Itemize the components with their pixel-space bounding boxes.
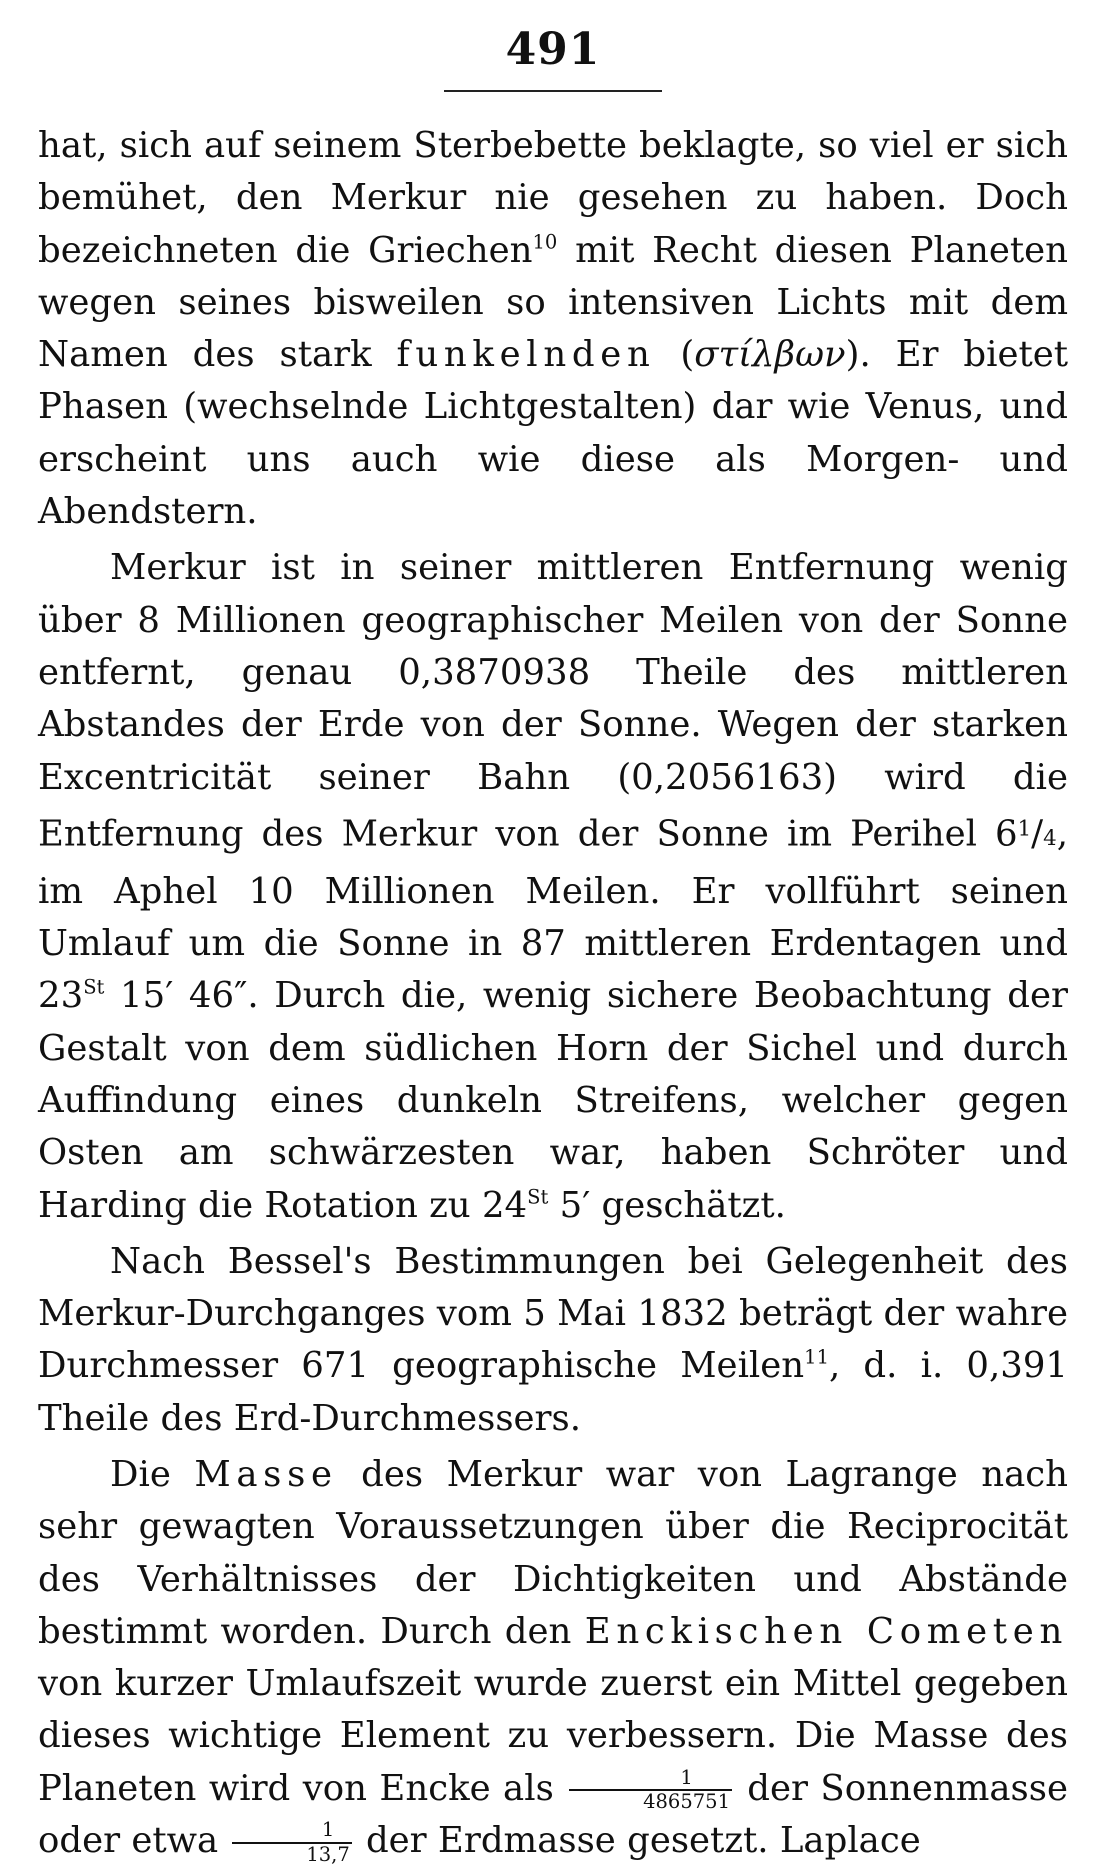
- paragraph-text: der Erdmasse gesetzt. Laplace: [354, 1820, 921, 1862]
- footnote-reference: 11: [804, 1345, 829, 1369]
- paragraph-text: , d. i. 0,391 Theile des Erd-Durchmessers.: [38, 1345, 1069, 1439]
- fraction-numerator: 1: [1017, 816, 1032, 842]
- fraction-denominator: 4: [1043, 826, 1057, 852]
- stacked-fraction: [232, 1819, 351, 1866]
- page-number: 491: [505, 24, 601, 75]
- paragraph-text: der Sonnenmasse oder etwa: [38, 1767, 1068, 1862]
- body-text: [38, 120, 1068, 1867]
- book-page: [38, 20, 1069, 1866]
- paragraph-text: (: [655, 334, 695, 376]
- paragraph: [38, 1236, 1068, 1445]
- paragraph-text: Nach Bessel's Bestimmungen bei Gelegenheit des Merkur-Durchganges vom 5 Mai 1832 beträgt der wahre Durchmesser 671 geographische Meilen: [38, 1240, 1068, 1387]
- paragraph-text: , im Aphel 10 Millionen Meilen. Er vollführt seinen Umlauf um die Sonne in 87 mittleren Erdentagen und 23: [38, 813, 1068, 1017]
- paragraph-text: hat, sich auf seinem Sterbebette beklagte, so viel er sich bemühet, den Merkur nie gesehen zu haben. Doch bezeichneten die Griechen: [38, 125, 1068, 271]
- footnote-reference: 10: [532, 229, 558, 253]
- paragraph-text: ). Er bietet Phasen (wechselnde Lichtgestalten) dar wie Venus, und erscheint uns auch wie diese als Morgen- und Abendstern.: [38, 334, 1069, 533]
- spaced-text: Masse: [194, 1454, 338, 1495]
- paragraph-text: 5′ geschätzt.: [548, 1184, 786, 1226]
- inline-fraction: $^1$/4: [1017, 813, 1057, 855]
- fraction-numerator: 1: [321, 1818, 335, 1842]
- paragraph: [38, 542, 1068, 1231]
- time-superscript: St: [83, 975, 105, 999]
- paragraph: [38, 1449, 1068, 1867]
- spaced-text: funkelnden: [396, 334, 656, 376]
- fraction-denominator: 13,7: [232, 1842, 351, 1866]
- paragraph-text: Merkur ist in seiner mittleren Entfernung wenig über 8 Millionen geographischer Meilen von der Sonne entfernt, genau 0,3870938 Theile des mittleren Abstandes der Erde von der Sonne. Wegen der starken Excentricität seiner Bahn (0,2056163) wird die Entfernung des Merkur von der Sonne im Perihel 6: [38, 547, 1068, 855]
- paragraph-text: Die: [110, 1454, 195, 1495]
- paragraph: [38, 120, 1068, 538]
- time-superscript: St: [527, 1184, 549, 1208]
- paragraph-text: mit Recht diesen Planeten wegen seines bisweilen so intensiven Lichts mit dem Namen des stark: [38, 229, 1068, 376]
- header-rule: [444, 90, 662, 92]
- paragraph-text: von kurzer Umlaufszeit wurde zuerst ein Mittel gegeben dieses wichtige Element zu verbessern. Die Masse des Planeten wird von Encke als: [38, 1663, 1068, 1809]
- fraction-numerator: 1: [680, 1765, 693, 1789]
- paragraph-text: 15′ 46″. Durch die, wenig sichere Beobachtung der Gestalt von dem südlichen Horn der Sichel und durch Auffindung eines dunkeln Streifens, welcher gegen Osten am schwärzesten war, haben Schröter und Harding die Rotation zu 24: [38, 975, 1068, 1226]
- spaced-text: Enckischen Cometen: [584, 1610, 1068, 1652]
- paragraph-text: des Merkur war von Lagrange nach sehr gewagten Voraussetzungen über die Reciprocität des Verhältnisses der Dichtigkeiten und Abstände bestimmt worden. Durch den: [38, 1454, 1068, 1652]
- stacked-fraction: [569, 1767, 732, 1814]
- greek-word: στίλβων: [694, 334, 846, 376]
- fraction-denominator: 4865751: [569, 1789, 732, 1813]
